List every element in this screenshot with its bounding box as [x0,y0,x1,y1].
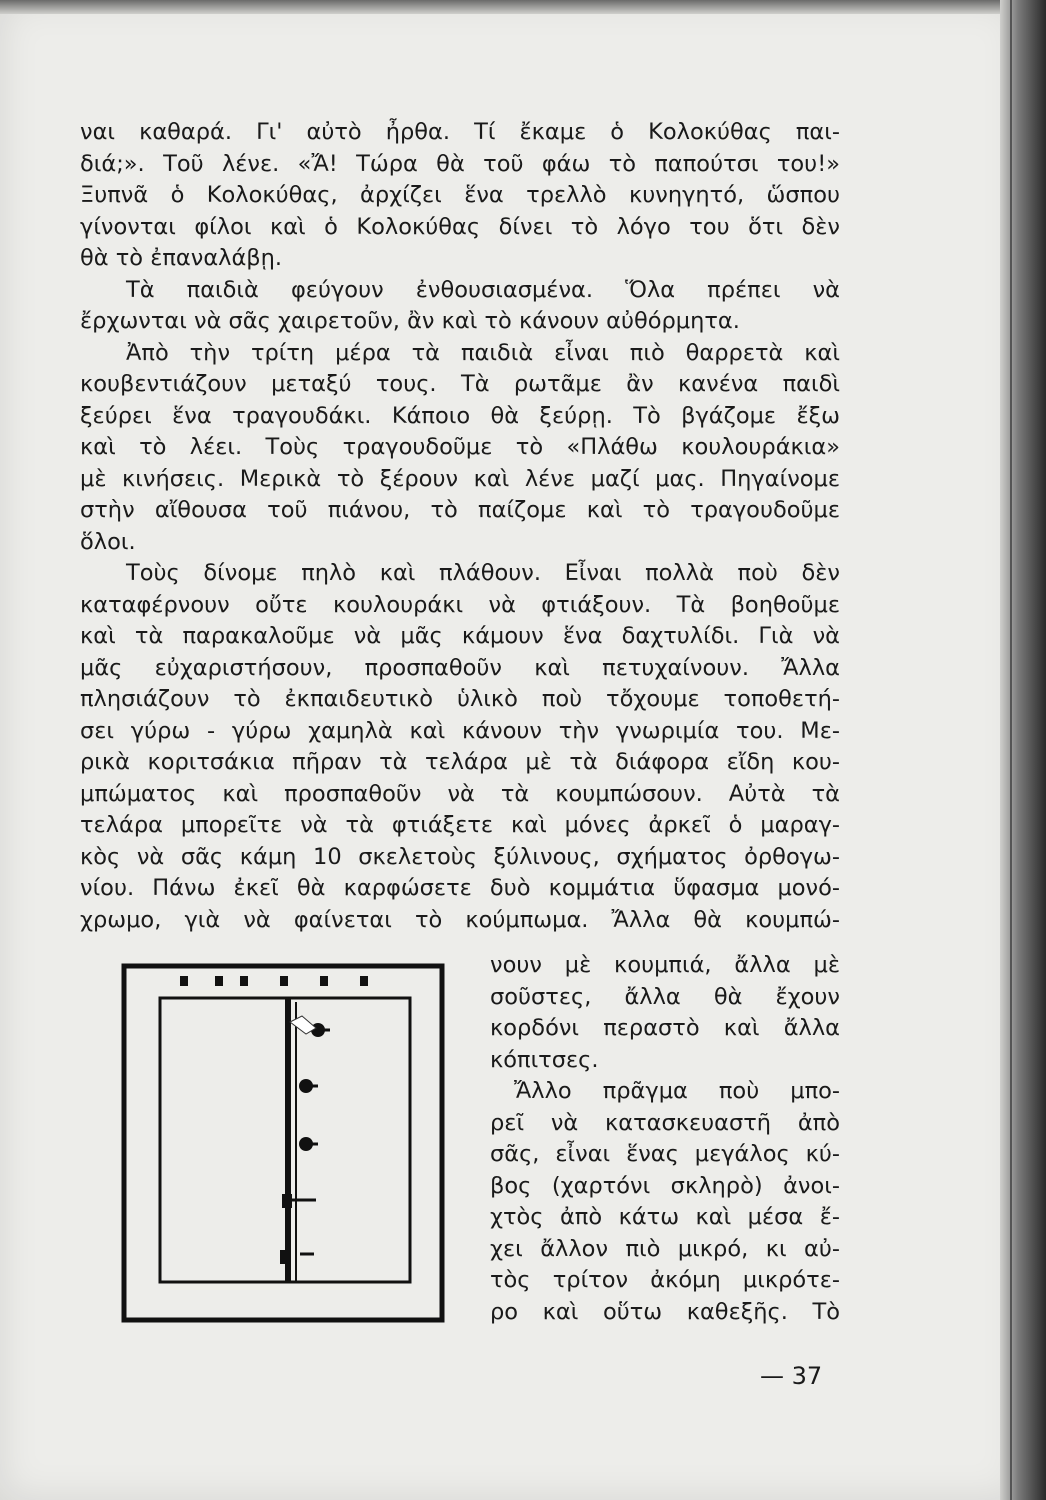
text-line: νίου. Πάνω ἐκεῖ θὰ καρφώσετε δυὸ κομμάτια ὕφασμα μονό- [80,875,840,901]
buttoning-frame-illustration [120,962,450,1332]
text-line: πλησιάζουν τὸ ἐκπαιδευτικὸ ὑλικὸ ποὺ τὄχουμε τοποθετή- [80,686,840,712]
text-line: χτὸς ἀπὸ κάτω καὶ μέσα ἔ- [490,1204,840,1230]
paragraph-4 [80,558,840,936]
text-line: καταφέρνουν οὔτε κουλουράκι νὰ φτιάξουν. Τὰ βοηθοῦμε [80,591,840,618]
text-line: κορδόνι περαστὸ καὶ ἄλλα [490,1015,840,1041]
text-line: χει ἄλλον πιὸ μικρό, κι αὐ- [490,1235,840,1262]
text-line: βος (χαρτόνι σκληρὸ) ἀνοι- [490,1172,840,1199]
frame-nails [180,976,368,986]
paragraph-3 [80,338,840,559]
outer-frame [124,966,442,1320]
text-line: ρεῖ νὰ κατασκευαστῆ ἀπὸ [490,1109,840,1136]
spine-gutter-line [1010,0,1012,1500]
text-line: κὸς νὰ σᾶς κάμη 10 σκελετοὺς ξύλινους, σχήματος ὀρθογω- [80,843,840,870]
page-top-edge [0,0,1046,14]
text-line: μᾶς εὐχαριστήσουν, προσπαθοῦν καὶ πετυχαίνουν. Ἄλλα [80,654,840,681]
text-line: Τὰ παιδιὰ φεύγουν ἐνθουσιασμένα. Ὅλα πρέπει νὰ [126,276,840,303]
text-line: κουβεντιάζουν μεταξύ τους. Τὰ ρωτᾶμε ἂν κανένα παιδὶ [80,371,840,397]
paragraph-2 [80,275,840,338]
text-line: σοῦστες, ἄλλα θὰ ἔχουν [490,983,840,1010]
text-line: χρωμο, γιὰ νὰ φαίνεται τὸ κούμπωμα. Ἄλλα θὰ κουμπώ- [80,906,840,933]
text-line: γίνονται φίλοι καὶ ὁ Κολοκύθας δίνει τὸ λόγο του ὅτι δὲν [80,213,840,240]
text-line: ρο καὶ οὕτω καθεξῆς. Τὸ [490,1298,840,1325]
main-text-block [80,117,840,936]
text-line: Ἄλλο πρᾶγμα ποὺ μπο- [514,1078,840,1104]
text-line: τελάρα μπορεῖτε νὰ τὰ φτιάξετε καὶ μόνες ἀρκεῖ ὁ μαραγ- [80,812,840,838]
text-line: Τοὺς δίνομε πηλὸ καὶ πλάθουν. Εἶναι πολλὰ ποὺ δὲν [126,560,840,586]
text-line: σει γύρω - γύρω χαμηλὰ καὶ κάνουν τὴν γνωριμία του. Με- [80,717,840,744]
text-line: ἔρχωνται νὰ σᾶς χαιρετοῦν, ἂν καὶ τὸ κάνουν αὐθόρμητα. [80,308,740,334]
paragraph-1 [80,117,840,275]
text-line: κόπιτσες. [490,1046,599,1073]
text-line: θὰ τὸ ἐπαναλάβῃ. [80,245,283,271]
book-spine [1000,0,1046,1500]
page-number: — 37 [760,1362,823,1390]
text-line: ὅλοι. [80,528,136,555]
text-line: στὴν αἴθουσα τοῦ πιάνου, τὸ παίζομε καὶ τὸ τραγουδοῦμε [80,497,840,523]
text-line: Ἀπὸ τὴν τρίτη μέρα τὰ παιδιὰ εἶναι πιὸ θαρρετὰ καὶ [126,339,840,366]
text-line: τὸς τρίτον ἀκόμη μικρότε- [490,1267,840,1293]
side-column-text [490,950,840,1328]
text-line: καὶ τὸ λέει. Τοὺς τραγουδοῦμε τὸ «Πλάθω κουλουράκια» [80,434,840,460]
text-line: μπώματος καὶ προσπαθοῦν νὰ τὰ κουμπώσουν. Αὐτὰ τὰ [80,780,840,807]
text-line: νουν μὲ κουμπιά, ἄλλα μὲ [490,952,840,978]
text-line: ξεύρει ἕνα τραγουδάκι. Κάποιο θὰ ξεύρῃ. Τὸ βγάζομε ἔξω [80,402,840,429]
text-line: σᾶς, εἶναι ἕνας μεγάλος κύ- [490,1141,840,1167]
text-line: μὲ κινήσεις. Μερικὰ τὸ ξέρουν καὶ λένε μαζί μας. Πηγαίνομε [80,465,840,492]
text-line: καὶ τὰ παρακαλοῦμε νὰ μᾶς κάμουν ἕνα δαχτυλίδι. Γιὰ νὰ [80,623,840,649]
text-line: Ξυπνᾶ ὁ Κολοκύθας, ἀρχίζει ἕνα τρελλὸ κυνηγητό, ὥσπου [80,182,840,208]
text-line: ρικὰ κοριτσάκια πῆραν τὰ τελάρα μὲ τὰ διάφορα εἴδη κου- [80,749,840,775]
text-line: διά;». Τοῦ λένε. «Ἄ! Τώρα θὰ τοῦ φάω τὸ παπούτσι του!» [80,150,840,177]
text-line: ναι καθαρά. Γι' αὐτὸ ἦρθα. Τί ἔκαμε ὁ Κολοκύθας παι- [80,119,840,145]
